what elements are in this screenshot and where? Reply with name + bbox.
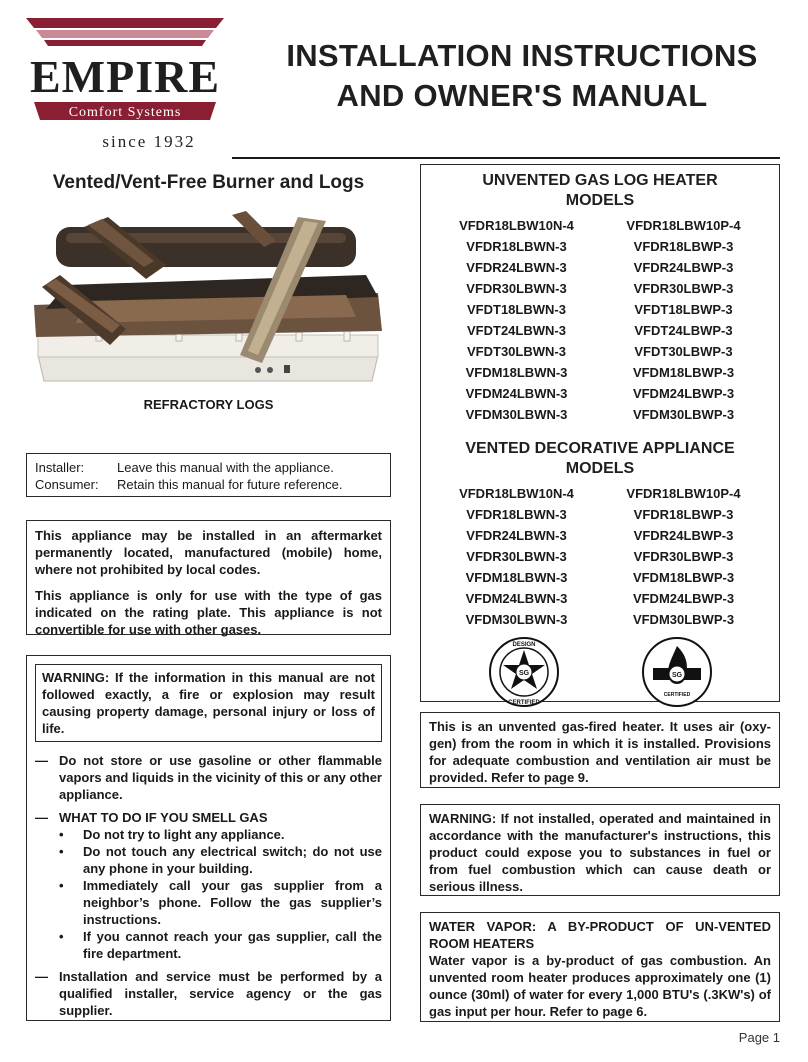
bullet-marker: •: [59, 878, 64, 893]
smell-gas-bullets: [35, 826, 382, 962]
model-number: VFDR30LBWP-3: [633, 281, 734, 296]
bullet-item: [59, 928, 382, 962]
document-title: [252, 36, 792, 116]
model-number: VFDM30LBWP-3: [632, 407, 735, 422]
model-number: VFDR18LBWN-3: [466, 507, 567, 522]
warning-item-text: Installation and service must be performed by a qualified installer, service agency or the gas supplier.: [59, 969, 382, 1018]
refractory-logs-photo: [26, 205, 391, 390]
warning-list: [35, 752, 382, 1019]
photo-caption: REFRACTORY LOGS: [143, 397, 274, 412]
bullet-marker: •: [59, 844, 64, 859]
bullet-text: If you cannot reach your gas supplier, call the fire department.: [83, 929, 382, 961]
title-line-2: AND OWNER'S MANUAL: [336, 78, 708, 113]
model-number: VFDR30LBWN-3: [466, 549, 567, 564]
warning-item-storage: [35, 752, 382, 803]
bullet-item: [59, 877, 382, 928]
water-vapor-heading: WATER VAPOR: A BY-PRODUCT OF UN-VENTED ROOM HEATERS: [429, 919, 771, 951]
gas-warning-box: [26, 655, 391, 1021]
bullet-marker: •: [59, 827, 64, 842]
appliance-notice-p2: This appliance is only for use with the type of gas indicated on the rating plate. This appliance is not convertible for use with other gases.: [35, 588, 382, 637]
consumer-label: Consumer:: [35, 477, 99, 492]
bullet-item: [59, 826, 382, 843]
model-number: VFDR24LBWP-3: [633, 260, 734, 275]
empire-logo: [26, 16, 226, 156]
page-number: Page 1: [738, 1030, 780, 1045]
model-number: VFDR18LBW10P-4: [626, 218, 741, 233]
seal-center-text: SG: [518, 670, 529, 677]
installer-notice-box: [26, 453, 391, 497]
vented-models-heading: [421, 439, 779, 479]
model-number: VFDR18LBWP-3: [633, 507, 734, 522]
vented-model-list: [433, 485, 767, 628]
model-number: VFDR30LBWN-3: [466, 281, 567, 296]
unvented-model-list: [433, 217, 767, 423]
installer-row: [35, 459, 382, 476]
bullet-marker: •: [59, 929, 64, 944]
logo-brand-text: EMPIRE: [30, 51, 220, 102]
model-number: VFDM30LBWP-3: [632, 612, 735, 627]
bullet-text: Immediately call your gas supplier from a neighbor’s phone. Follow the gas supplier’s instructions.: [83, 878, 382, 927]
installer-text: Leave this manual with the appliance.: [117, 460, 334, 475]
appliance-notice-box: [26, 520, 391, 635]
certification-seals: [421, 636, 779, 708]
bullet-text: Do not try to light any appliance.: [83, 827, 285, 842]
model-number: VFDT30LBWP-3: [634, 344, 733, 359]
warning-item-text: Do not store or use gasoline or other flammable vapors and liquids in the vicinity of this or any other appliance.: [59, 753, 382, 802]
dash-marker: —: [35, 753, 48, 768]
seal-bottom-text: CERTIFIED: [507, 700, 540, 706]
logo-subtitle-text: Comfort Systems: [68, 105, 182, 120]
model-number: VFDR18LBW10N-4: [459, 486, 574, 501]
fuel-warning-box: [420, 804, 780, 896]
model-number: VFDM30LBWN-3: [465, 407, 568, 422]
model-number: VFDT18LBWN-3: [467, 302, 566, 317]
unvented-heading-line-2: MODELS: [565, 192, 635, 209]
warning-item-installation: [35, 968, 382, 1019]
model-number: VFDR18LBW10P-4: [626, 486, 741, 501]
water-vapor-box: [420, 912, 780, 1022]
bullet-text: Do not touch any electrical switch; do not use any phone in your building.: [83, 844, 382, 876]
unvented-models-heading: [421, 171, 779, 211]
model-number: VFDT24LBWN-3: [467, 323, 566, 338]
models-box: [420, 164, 780, 706]
model-number: VFDR30LBWP-3: [633, 549, 734, 564]
title-line-1: INSTALLATION INSTRUCTIONS: [286, 38, 758, 73]
consumer-row: [35, 476, 382, 493]
water-vapor-text: Water vapor is a by-product of gas combustion. An unvented room heater produces approximately one (1) ounce (30ml) of water for every 1,000 BTU's (.3KW's) of gas input per hour. Refer to page 6.: [429, 953, 771, 1019]
model-number: VFDM18LBWN-3: [465, 365, 568, 380]
dash-marker: —: [35, 969, 48, 984]
appliance-notice-p1: This appliance may be installed in an aftermarket permanently located, manufactured (mobile) home, where not prohibited by local codes.: [35, 528, 382, 577]
title-divider: [232, 157, 780, 159]
empire-logo-mark: [26, 16, 226, 126]
logo-since: since 1932: [102, 132, 196, 151]
design-certified-seal-icon: [488, 636, 560, 708]
vented-heading-line-2: MODELS: [565, 460, 635, 477]
unvented-heading-line-1: UNVENTED GAS LOG HEATER: [482, 172, 718, 189]
bullet-item: [59, 843, 382, 877]
model-number: VFDM18LBWP-3: [632, 570, 735, 585]
model-number: VFDR24LBWN-3: [466, 528, 567, 543]
model-number: VFDT24LBWP-3: [634, 323, 733, 338]
model-number: VFDR18LBWP-3: [633, 239, 734, 254]
model-number: VFDR18LBWN-3: [466, 239, 567, 254]
flame-certified-seal-icon: [641, 636, 713, 708]
model-number: VFDM24LBWN-3: [465, 591, 568, 606]
unvented-heater-info-text: This is an unvented gas-fired heater. It uses air (oxy-gen) from the room in which it is installed. Provisions for adequate combustion and ventilation air must be provided. Refer to page 9.: [429, 719, 771, 785]
model-number: VFDM18LBWP-3: [632, 365, 735, 380]
installer-label: Installer:: [35, 460, 85, 475]
fire-warning-text: WARNING: If the information in this manual are not followed exactly, a fire or explosion may result causing property damage, personal injury or loss of life.: [35, 664, 382, 742]
model-number: VFDR18LBW10N-4: [459, 218, 574, 233]
model-number: VFDT18LBWP-3: [634, 302, 733, 317]
model-number: VFDM24LBWP-3: [632, 386, 735, 401]
product-title: Vented/Vent-Free Burner and Logs: [52, 172, 365, 193]
model-number: VFDR24LBWP-3: [633, 528, 734, 543]
model-number: VFDM18LBWN-3: [465, 570, 568, 585]
dash-marker: —: [35, 810, 48, 825]
model-number: VFDR24LBWN-3: [466, 260, 567, 275]
warning-item-smell-gas: [35, 809, 382, 826]
seal-center-text: SG: [671, 672, 682, 679]
fuel-warning-text: WARNING: If not installed, operated and maintained in accordance with the manufacturer's instructions, this product could expose you to substances in fuel or from fuel combustion which can cause death or serious illness.: [429, 811, 771, 894]
consumer-text: Retain this manual for future reference.: [117, 477, 343, 492]
model-number: VFDM24LBWN-3: [465, 386, 568, 401]
seal-bottom-text: CERTIFIED: [663, 692, 690, 698]
model-number: VFDM30LBWN-3: [465, 612, 568, 627]
vented-heading-line-1: VENTED DECORATIVE APPLIANCE: [465, 440, 735, 457]
warning-item-text: WHAT TO DO IF YOU SMELL GAS: [59, 810, 268, 825]
model-number: VFDT30LBWN-3: [467, 344, 566, 359]
seal-top-text: DESIGN: [511, 642, 536, 648]
model-number: VFDM24LBWP-3: [632, 591, 735, 606]
unvented-heater-info-box: [420, 712, 780, 788]
